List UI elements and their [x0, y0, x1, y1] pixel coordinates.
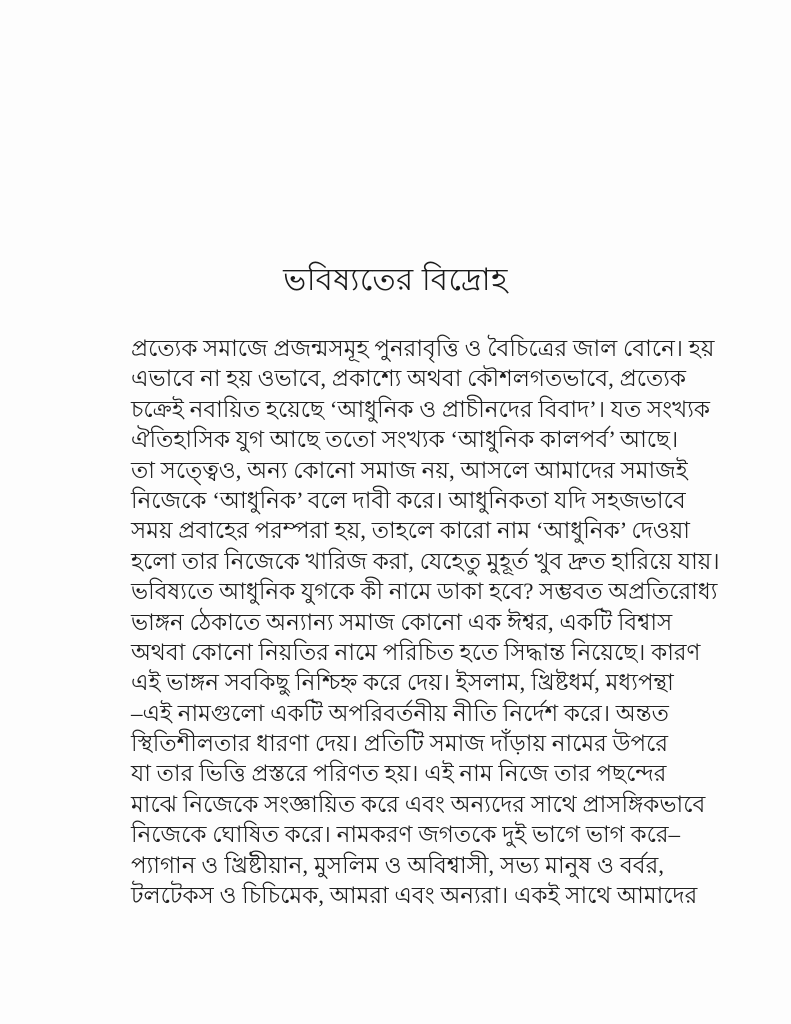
text-line: মাঝে নিজেকে সংজ্ঞায়িত করে এবং অন্যদের সাথে প্রাসঙ্গিকভাবে — [131, 791, 706, 817]
text-line: নিজেকে ঘোষিত করে। নামকরণ জগতকে দুই ভাগে ভাগ করে– — [131, 822, 680, 848]
text-line: তা সত্ত্বেও, অন্য কোনো সমাজ নয়, আসলে আমাদের সমাজই — [131, 457, 688, 483]
text-line: এই ভাঙ্গন সবকিছু নিশ্চিহ্ন করে দেয়। ইসলাম, খ্রিষ্টধর্ম, মধ্যপন্থা — [131, 670, 674, 696]
text-line: যা তার ভিত্তি প্রস্তরে পরিণত হয়। এই নাম নিজে তার পছন্দের — [131, 761, 667, 787]
chapter-title: ভবিষ্যতের বিদ্রোহ — [283, 262, 508, 297]
text-line: ভাঙ্গন ঠেকাতে অন্যান্য সমাজ কোনো এক ঈশ্বর, একটি বিশ্বাস — [131, 609, 673, 635]
text-line: –এই নামগুলো একটি অপরিবর্তনীয় নীতি নির্দেশ করে। অন্তত — [131, 700, 669, 726]
text-line: প্যাগান ও খ্রিষ্টীয়ান, মুসলিম ও অবিশ্বাসী, সভ্য মানুষ ও বর্বর, — [131, 852, 664, 878]
text-line: সময় প্রবাহের পরম্পরা হয়, তাহলে কারো নাম ‘আধুনিক’ দেওয়া — [131, 518, 690, 544]
text-line: অথবা কোনো নিয়তির নামে পরিচিত হতে সিদ্ধান্ত নিয়েছে। কারণ — [131, 639, 701, 665]
text-line: টলটেকস ও চিচিমেক, আমরা এবং অন্যরা। একই সাথে আমাদের — [131, 883, 698, 909]
text-line: প্রত্যেক সমাজে প্রজন্মসমূহ পুনরাবৃত্তি ও বৈচিত্রের জাল বোনে। হয় — [131, 336, 715, 361]
text-line: চক্রেই নবায়িত হয়েছে ‘আধুনিক ও প্রাচীনদের বিবাদ’। যত সংখ্যক — [131, 396, 711, 422]
text-line: এভাবে না হয় ওভাবে, প্রকাশ্যে অথবা কৌশলগতভাবে, প্রত্যেক — [131, 366, 686, 392]
text-line: হলো তার নিজেকে খারিজ করা, যেহেতু মুহূর্ত খুব দ্রুত হারিয়ে যায়। — [131, 548, 720, 574]
text-line: ঐতিহাসিক যুগ আছে ততো সংখ্যক ‘আধুনিক কালপর্ব’ আছে। — [131, 427, 679, 453]
paragraph — [131, 334, 720, 911]
text-line: স্থিতিশীলতার ধারণা দেয়। প্রতিটি সমাজ দাঁড়ায় নামের উপরে — [131, 731, 668, 757]
text-line: নিজেকে ‘আধুনিক’ বলে দাবী করে। আধুনিকতা যদি সহজভাবে — [131, 487, 686, 513]
text-line: ভবিষ্যতে আধুনিক যুগকে কী নামে ডাকা হবে? সম্ভবত অপ্রতিরোধ্য — [131, 579, 718, 605]
